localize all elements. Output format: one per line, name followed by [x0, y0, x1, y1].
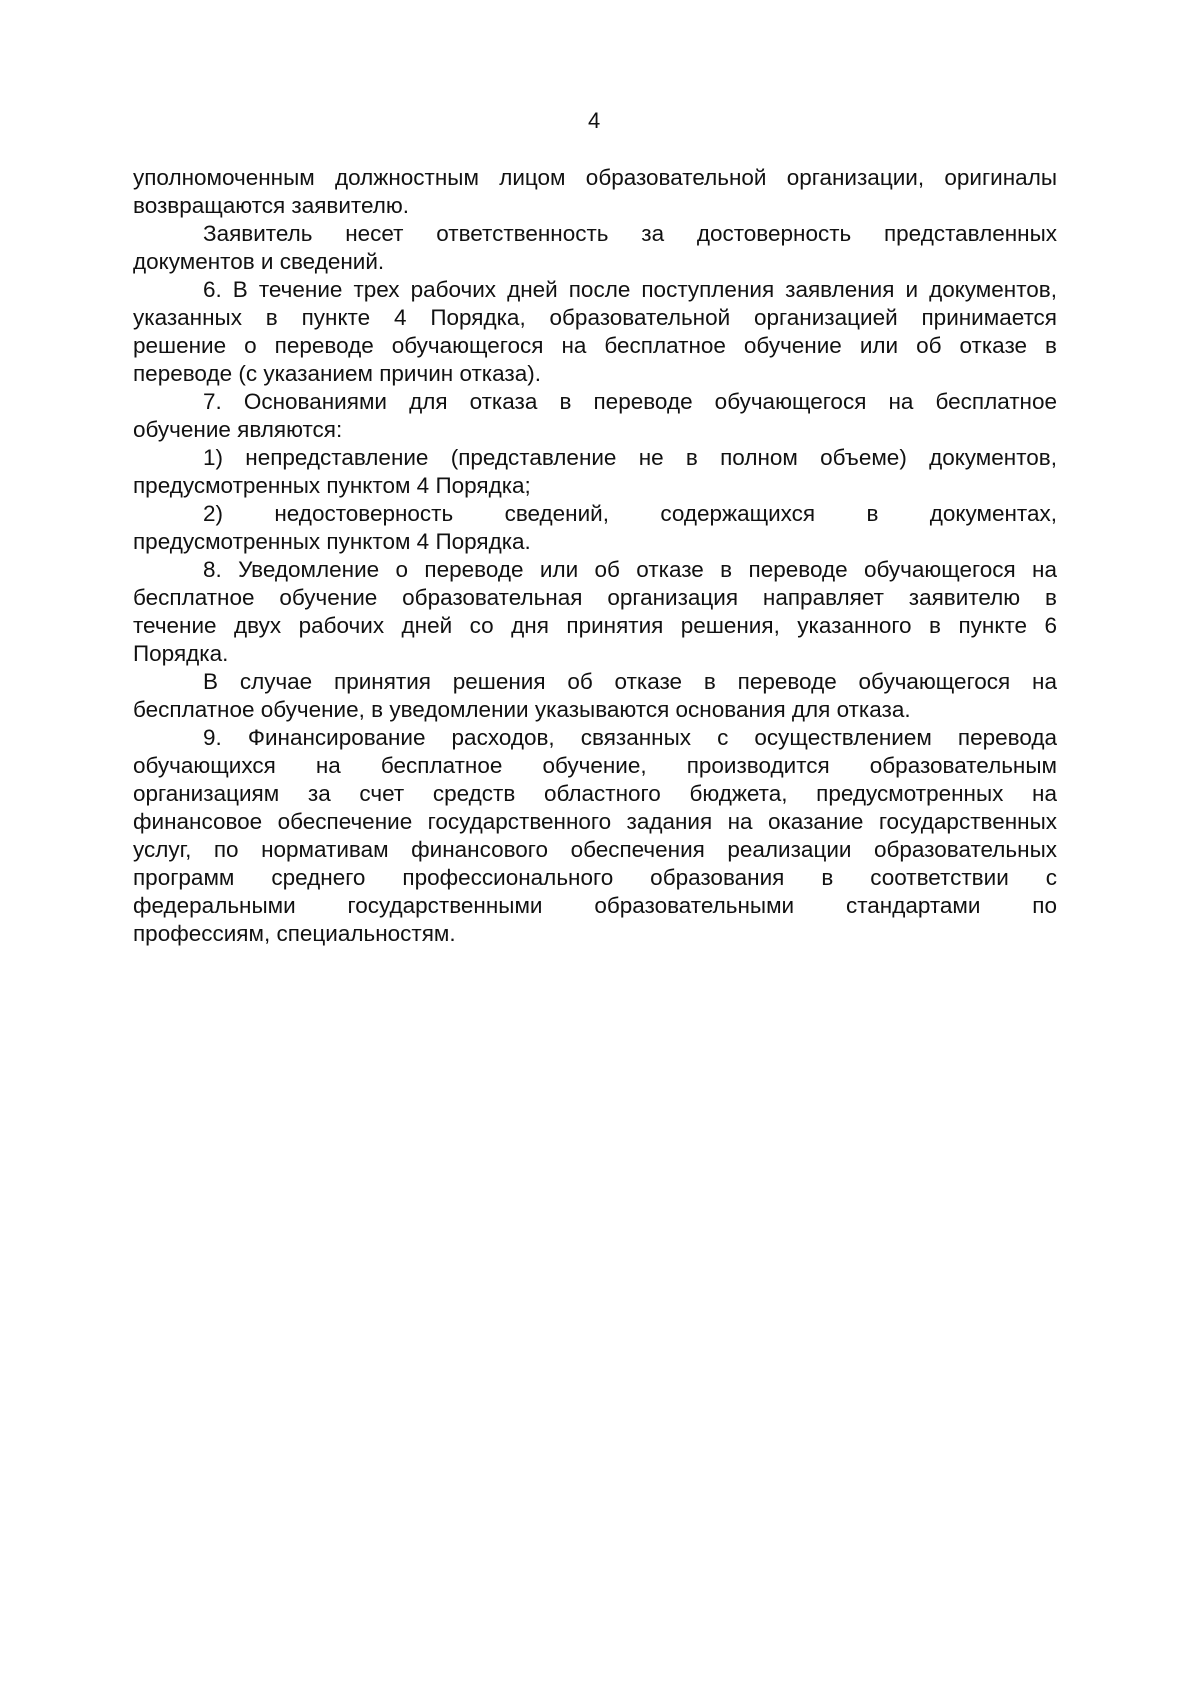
text-line: организациям за счет средств областного бюджета, предусмотренных на [133, 781, 1057, 806]
text-line: указанных в пункте 4 Порядка, образовательной организацией принимается [133, 305, 1057, 330]
document-body [133, 164, 1057, 948]
text-line: Порядка. [133, 641, 229, 666]
text-line: 7. Основаниями для отказа в переводе обучающегося на бесплатное [203, 389, 1057, 414]
text-line: обучение являются: [133, 417, 343, 442]
text-line: бесплатное обучение образовательная организация направляет заявителю в [133, 585, 1057, 610]
text-line: предусмотренных пунктом 4 Порядка. [133, 529, 531, 554]
text-line: решение о переводе обучающегося на бесплатное обучение или об отказе в [133, 333, 1057, 358]
text-line: бесплатное обучение, в уведомлении указываются основания для отказа. [133, 697, 911, 722]
text-line: программ среднего профессионального образования в соответствии с [133, 865, 1057, 890]
text-line: 8. Уведомление о переводе или об отказе в переводе обучающегося на [203, 557, 1057, 582]
text-line: 6. В течение трех рабочих дней после поступления заявления и документов, [203, 277, 1057, 302]
text-line: документов и сведений. [133, 249, 385, 274]
text-line: обучающихся на бесплатное обучение, производится образовательным [133, 753, 1057, 778]
text-line: уполномоченным должностным лицом образовательной организации, оригиналы [133, 165, 1057, 190]
text-line: возвращаются заявителю. [133, 193, 410, 218]
text-line: предусмотренных пунктом 4 Порядка; [133, 473, 531, 498]
text-line: федеральными государственными образовательными стандартами по [133, 893, 1057, 918]
text-line: профессиям, специальностям. [133, 921, 456, 946]
text-line: течение двух рабочих дней со дня принятия решения, указанного в пункте 6 [133, 613, 1057, 638]
page-number: 4 [588, 108, 601, 133]
text-line: Заявитель несет ответственность за достоверность представленных [203, 221, 1057, 246]
text-line: 2) недостоверность сведений, содержащихся в документах, [203, 501, 1057, 526]
text-line: финансовое обеспечение государственного задания на оказание государственных [133, 809, 1057, 834]
text-line: В случае принятия решения об отказе в переводе обучающегося на [203, 669, 1057, 694]
text-line: услуг, по нормативам финансового обеспечения реализации образовательных [133, 837, 1057, 862]
text-line: 9. Финансирование расходов, связанных с осуществлением перевода [203, 725, 1057, 750]
text-line: переводе (с указанием причин отказа). [133, 361, 541, 386]
text-line: 1) непредставление (представление не в полном объеме) документов, [203, 445, 1057, 470]
